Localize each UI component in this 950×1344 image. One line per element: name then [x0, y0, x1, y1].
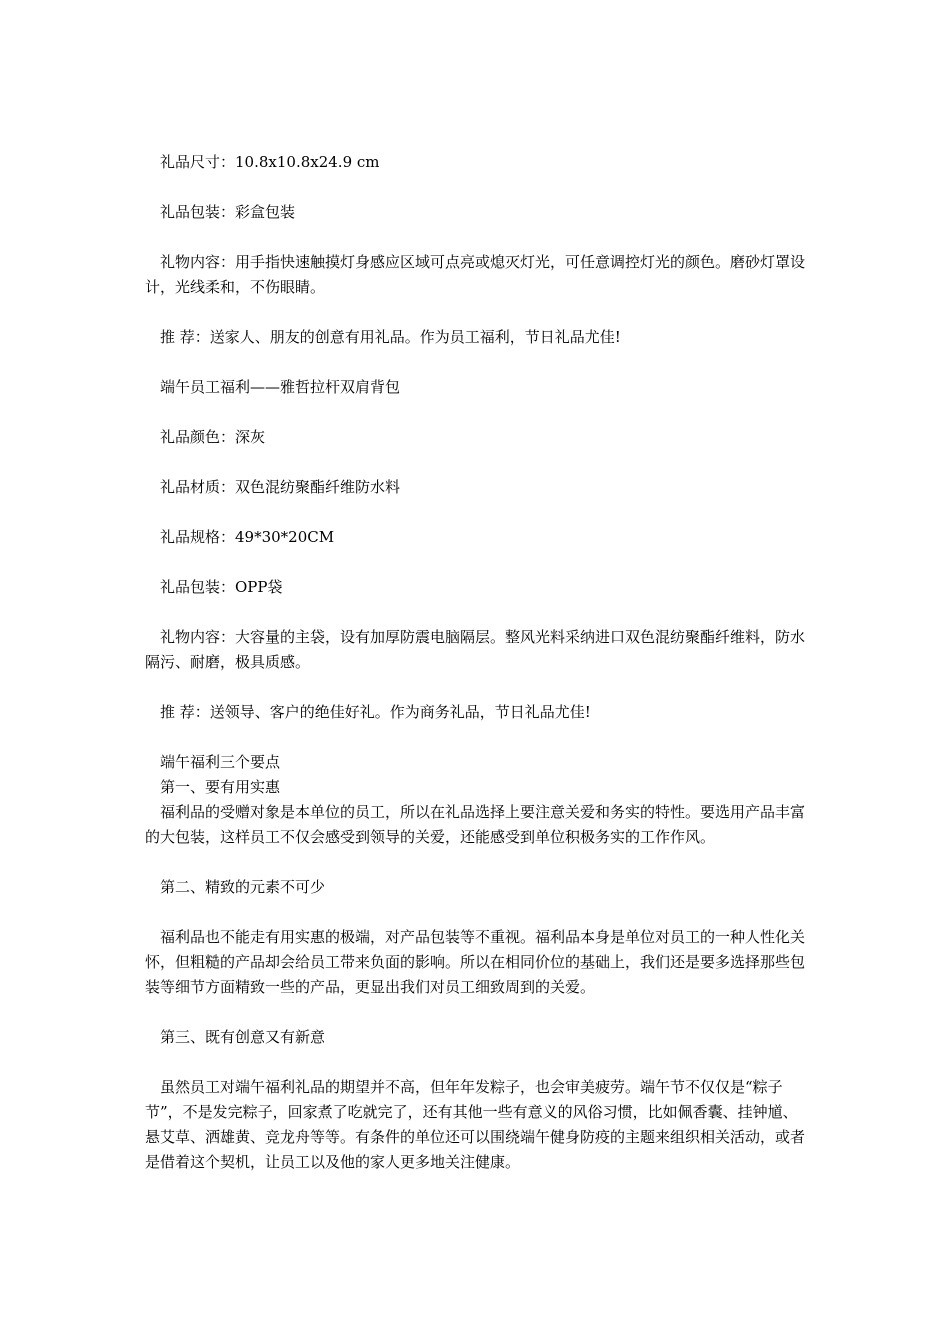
- document-body: [145, 150, 807, 1175]
- gift-content-paragraph-2: 礼物内容：大容量的主袋，设有加厚防震电脑隔层。整风光料采纳进口双色混纺聚酯纤维料，防水隔污、耐磨，极具质感。: [145, 628, 806, 671]
- point-two-paragraph: 福利品也不能走有用实惠的极端，对产品包装等不重视。福利品本身是单位对员工的一种人性化关怀，但粗糙的产品却会给员工带来负面的影响。所以在相同价位的基础上，我们还是要多选择那些包装等细节方面精致一些的产品，更显出我们对员工细致周到的关爱。: [145, 928, 806, 996]
- recommend-line-2: 推 荐：送领导、客户的绝佳好礼。作为商务礼品，节日礼品尤佳!: [160, 703, 591, 721]
- gift-color-line: 礼品颜色：深灰: [160, 428, 266, 446]
- gift-spec-line: 礼品规格：49*30*20CM: [160, 528, 335, 546]
- point-three-paragraph: 虽然员工对端午福利礼品的期望并不高，但年年发粽子，也会审美疲劳。端午节不仅仅是“粽子节”，不是发完粽子，回家煮了吃就完了，还有其他一些有意义的风俗习惯，比如佩香囊、挂钟馗、悬艾草、洒雄黄、竞龙舟等等。有条件的单位还可以围绕端午健身防疫的主题来组织相关活动，或者是借着这个契机，让员工以及他的家人更多地关注健康。: [145, 1078, 806, 1171]
- point-one-heading: 第一、要有用实惠: [160, 778, 281, 796]
- recommend-line: 推 荐：送家人、朋友的创意有用礼品。作为员工福利，节日礼品尤佳!: [160, 328, 621, 346]
- key-points-heading: 端午福利三个要点: [160, 753, 281, 771]
- gift-material-line: 礼品材质：双色混纺聚酯纤维防水料: [160, 478, 401, 496]
- section-heading-backpack: 端午员工福利——雅哲拉杆双肩背包: [160, 378, 401, 396]
- gift-packaging-line: 礼品包装：彩盒包装: [160, 203, 296, 221]
- gift-content-paragraph: 礼物内容：用手指快速触摸灯身感应区域可点亮或熄灭灯光，可任意调控灯光的颜色。磨砂灯罩设计，光线柔和，不伤眼睛。: [145, 253, 806, 296]
- point-three-heading: 第三、既有创意又有新意: [160, 1028, 326, 1046]
- point-two-heading: 第二、精致的元素不可少: [160, 878, 326, 896]
- point-one-paragraph: 福利品的受赠对象是本单位的员工，所以在礼品选择上要注意关爱和务实的特性。要选用产品丰富的大包装，这样员工不仅会感受到领导的关爱，还能感受到单位积极务实的工作作风。: [145, 803, 806, 846]
- gift-packaging-line-2: 礼品包装：OPP袋: [160, 578, 283, 596]
- gift-size-line: 礼品尺寸：10.8x10.8x24.9 cm: [160, 153, 380, 171]
